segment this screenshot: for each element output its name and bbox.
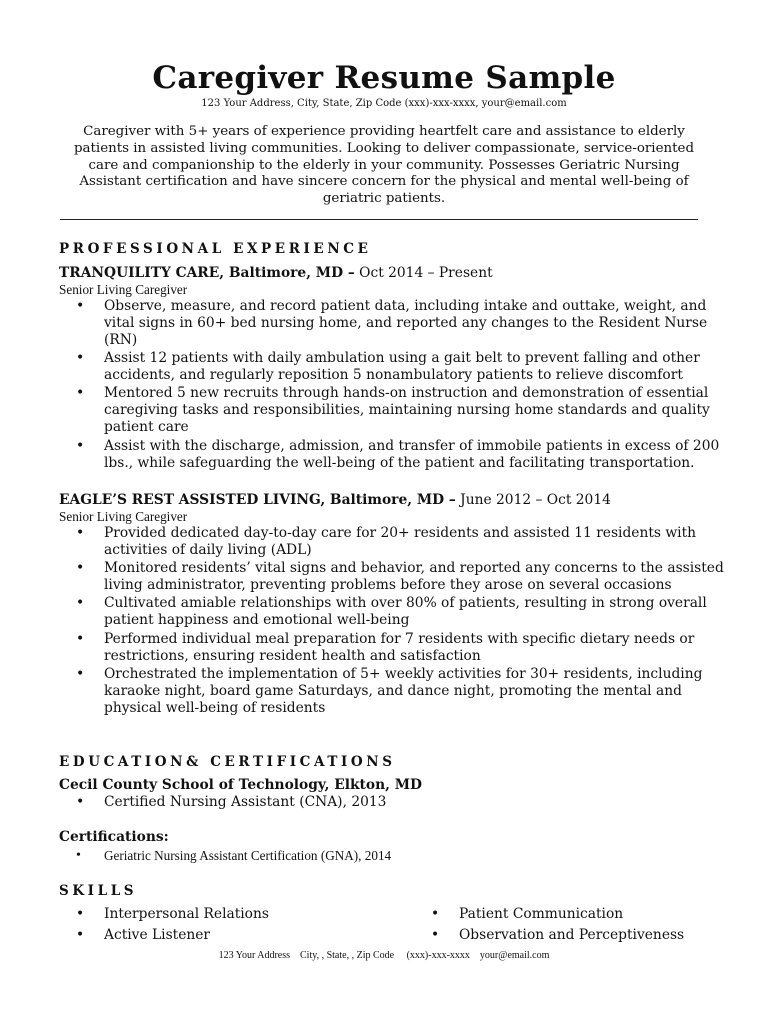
section-heading-education: EDUCATION& CERTIFICATIONS xyxy=(59,754,396,770)
list-item: • Geriatric Nursing Assistant Certification (GNA), 2014 xyxy=(76,847,726,864)
certifications-heading: Certifications: xyxy=(59,829,169,845)
skill-item: • Active Listener xyxy=(76,927,269,944)
list-item: • Provided dedicated day-to-day care for 20+ residents and assisted 11 residents with activities of daily living (ADL) xyxy=(76,525,726,559)
skills-column-right xyxy=(431,906,684,948)
list-item: • Performed individual meal preparation for 7 residents with specific dietary needs or restrictions, ensuring resident health and satisfaction xyxy=(76,631,726,665)
job-bullets-2 xyxy=(76,525,726,718)
job-bullets-1 xyxy=(76,298,726,473)
skills-column-left xyxy=(76,906,269,948)
list-item: • Assist 12 patients with daily ambulation using a gait belt to prevent falling and other accidents, and regularly reposition 5 nonambulatory patients to relieve discomfort xyxy=(76,350,726,384)
skill-item: • Observation and Perceptiveness xyxy=(431,927,684,944)
list-item: • Orchestrated the implementation of 5+ weekly activities for 30+ residents, including karaoke night, board game Saturdays, and dance night, promoting the mental and physical well-being of residents xyxy=(76,666,726,717)
job-title-2 xyxy=(59,492,611,509)
job-title-1 xyxy=(59,265,493,282)
list-item: • Cultivated amiable relationships with over 80% of patients, resulting in strong overall patient happiness and emotional well-being xyxy=(76,595,726,629)
employer-name: EAGLE’S REST ASSISTED LIVING, Baltimore, MD – xyxy=(59,492,456,508)
job-dates: June 2012 – Oct 2014 xyxy=(455,492,611,508)
section-heading-experience: PROFESSIONAL EXPERIENCE xyxy=(59,241,372,257)
certification-bullets xyxy=(76,847,726,865)
list-item: • Mentored 5 new recruits through hands-on instruction and demonstration of essential caregiving tasks and responsibilities, maintaining nursing home standards and quality patient care xyxy=(76,385,726,436)
header-divider xyxy=(60,219,698,220)
list-item: • Certified Nursing Assistant (CNA), 2013 xyxy=(76,794,726,811)
education-bullets xyxy=(76,794,726,812)
job-dates: Oct 2014 – Present xyxy=(354,265,493,281)
resume-title: Caregiver Resume Sample xyxy=(152,60,616,96)
school-name: Cecil County School of Technology, Elkton, MD xyxy=(59,777,422,793)
footer-contact: 123 Your Address City, , State, , Zip Code (xxx)-xxx-xxxx your@email.com xyxy=(218,950,550,961)
list-item: • Assist with the discharge, admission, and transfer of immobile patients in excess of 200 lbs., while safeguarding the well-being of the patient and facilitating transportation. xyxy=(76,438,726,472)
contact-line: 123 Your Address, City, State, Zip Code (xxx)-xxx-xxxx, your@email.com xyxy=(201,98,567,109)
section-heading-skills: SKILLS xyxy=(59,883,138,899)
skill-item: • Interpersonal Relations xyxy=(76,906,269,923)
list-item: • Observe, measure, and record patient data, including intake and outtake, weight, and vital signs in 60+ bed nursing home, and reported any changes to the Resident Nurse (RN) xyxy=(76,298,726,349)
job-role: Senior Living Caregiver xyxy=(59,509,188,524)
employer-name: TRANQUILITY CARE, Baltimore, MD – xyxy=(59,265,355,281)
list-item: • Monitored residents’ vital signs and behavior, and reported any concerns to the assisted living administrator, preventing problems before they arose on several occasions xyxy=(76,560,726,594)
summary-paragraph: Caregiver with 5+ years of experience providing heartfelt care and assistance to elderly patients in assisted living communities. Looking to deliver compassionate, service-oriented care and companionship to the elderly in your community. Possesses Geriatric Nursing Assistant certification and have sincere concern for the physical and mental well-being of geriatric patients. xyxy=(73,124,695,207)
skill-item: • Patient Communication xyxy=(431,906,684,923)
job-role: Senior Living Caregiver xyxy=(59,282,188,297)
